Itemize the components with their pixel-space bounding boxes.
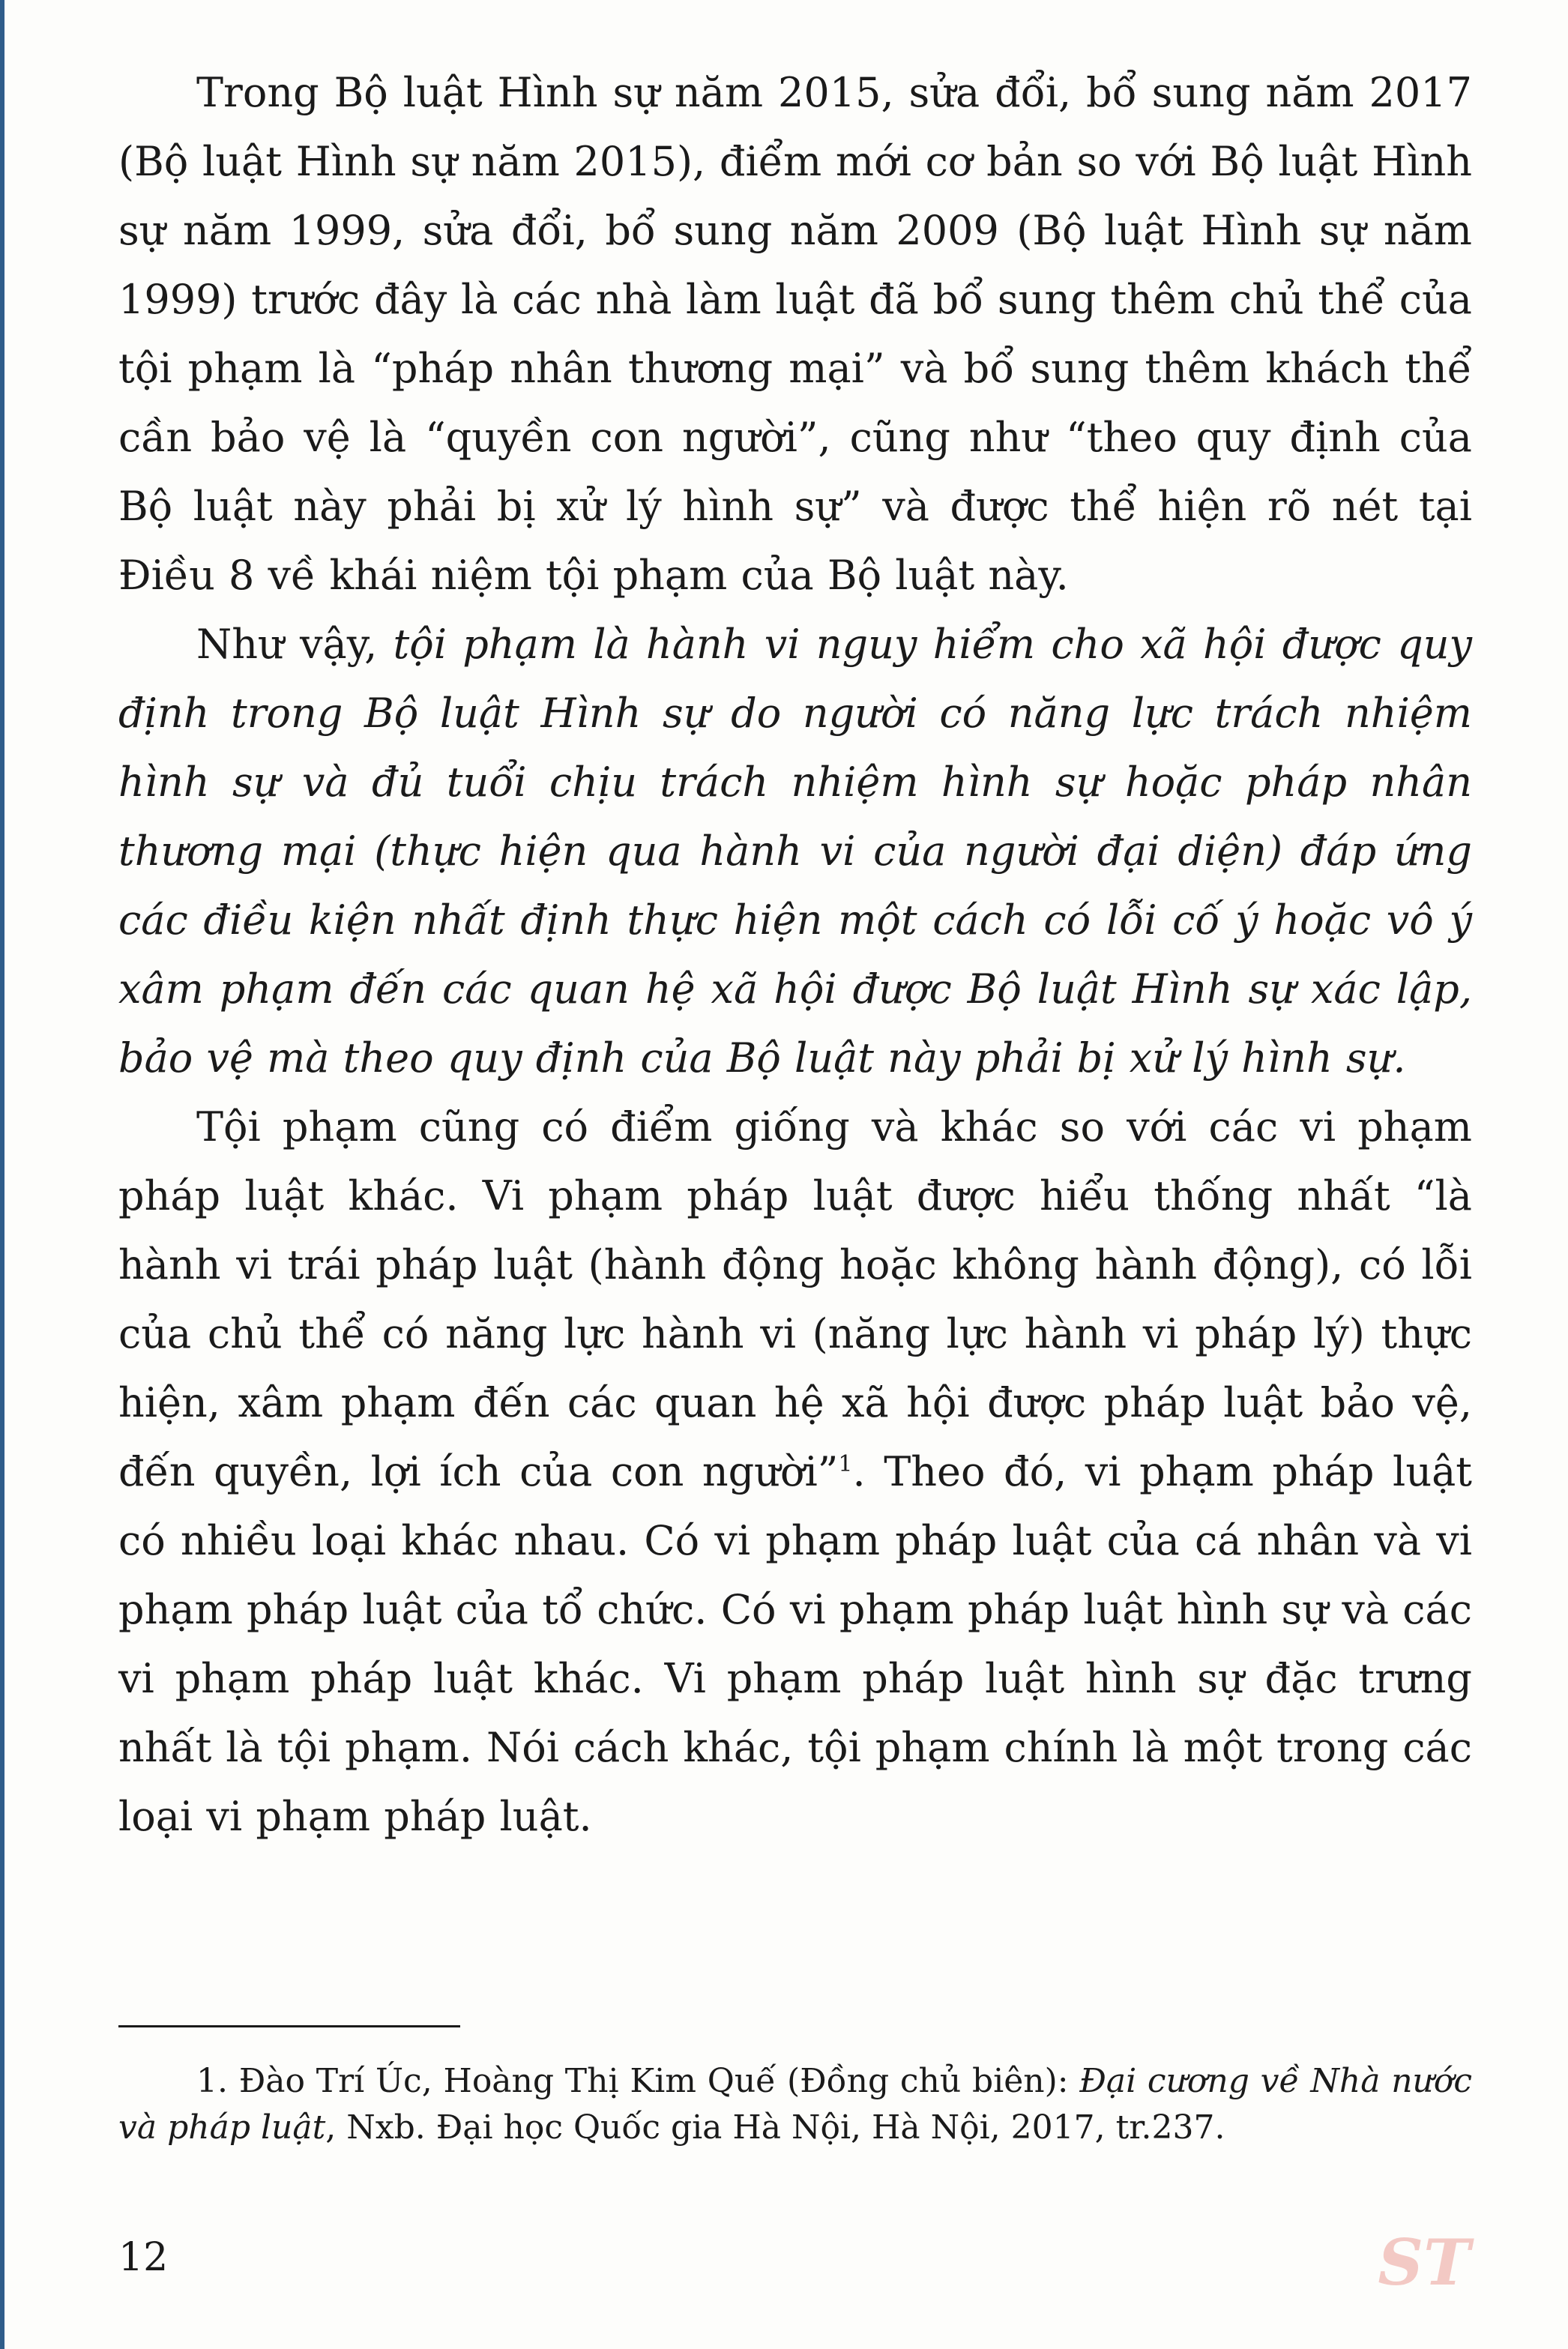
paragraph-3-before-ref: Tội phạm cũng có điểm giống và khác so với các vi phạm pháp luật khác. Vi phạm pháp luật được hiểu thống nhất “là hành vi trái pháp luật (hành động hoặc không hành động), có lỗi của chủ thể có năng lực hành vi (năng lực hành vi pháp lý) thực hiện, xâm phạm đến các quan hệ xã hội được pháp luật bảo vệ, đến quyền, lợi ích của con người”: [118, 1103, 1472, 1495]
publisher-logo-icon: [1378, 2225, 1471, 2300]
page-body: [118, 58, 1472, 1851]
publisher-logo-text: ST: [1378, 2225, 1471, 2300]
paragraph-1-text: Trong Bộ luật Hình sự năm 2015, sửa đổi, bổ sung năm 2017 (Bộ luật Hình sự năm 2015), điểm mới cơ bản so với Bộ luật Hình sự năm 1999, sửa đổi, bổ sung năm 2009 (Bộ luật Hình sự năm 1999) trước đây là các nhà làm luật đã bổ sung thêm chủ thể của tội phạm là “pháp nhân thương mại” và bổ sung thêm khách thể cần bảo vệ là “quyền con người”, cũng như “theo quy định của Bộ luật này phải bị xử lý hình sự” và được thể hiện rõ nét tại Điều 8 về khái niệm tội phạm của Bộ luật này.: [118, 69, 1472, 599]
footnote-lead: 1. Đào Trí Úc, Hoàng Thị Kim Quế (Đồng chủ biên):: [196, 2062, 1080, 2100]
paragraph-3: [118, 1093, 1472, 1851]
footnote-divider: [118, 2025, 460, 2027]
paragraph-1: [118, 58, 1472, 610]
footnote: [118, 2058, 1472, 2151]
paragraph-3-after-ref: . Theo đó, vi phạm pháp luật có nhiều loại khác nhau. Có vi phạm pháp luật của cá nhân và vi phạm pháp luật của tổ chức. Có vi phạm pháp luật hình sự và các vi phạm pháp luật khác. Vi phạm pháp luật hình sự đặc trưng nhất là tội phạm. Nói cách khác, tội phạm chính là một trong các loại vi phạm pháp luật.: [118, 1448, 1472, 1840]
footnote-tail: , Nxb. Đại học Quốc gia Hà Nội, Hà Nội, 2017, tr.237.: [325, 2108, 1225, 2147]
footnote-reference[interactable]: 1: [838, 1451, 853, 1477]
paragraph-2-definition: tội phạm là hành vi nguy hiểm cho xã hội được quy định trong Bộ luật Hình sự do người có năng lực trách nhiệm hình sự và đủ tuổi chịu trách nhiệm hình sự hoặc pháp nhân thương mại (thực hiện qua hành vi của người đại diện) đáp ứng các điều kiện nhất định thực hiện một cách có lỗi cố ý hoặc vô ý xâm phạm đến các quan hệ xã hội được Bộ luật Hình sự xác lập, bảo vệ mà theo quy định của Bộ luật này phải bị xử lý hình sự.: [118, 621, 1472, 1082]
footnote-title: Đại cương về Nhà nước và pháp luật: [118, 2062, 1473, 2147]
page-number: 12: [118, 2235, 169, 2280]
paragraph-2-lead: Như vậy,: [196, 621, 393, 668]
page-edge-strip: [0, 0, 4, 2349]
paragraph-2: [118, 610, 1472, 1093]
